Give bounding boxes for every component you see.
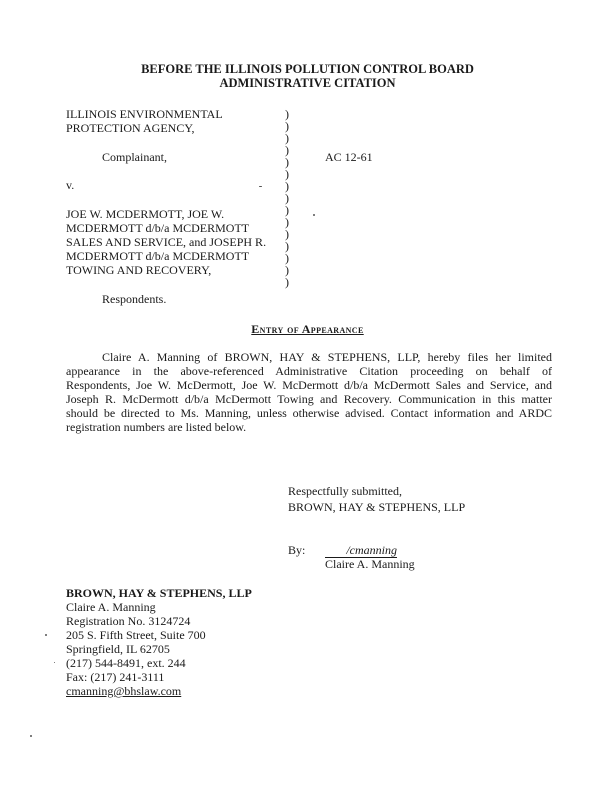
signature-line: /cmanning (325, 543, 397, 558)
caption-paren: ) (285, 131, 289, 145)
signature-firm: BROWN, HAY & STEPHENS, LLP (288, 500, 466, 514)
closing: Respectfully submitted, (288, 484, 402, 498)
by-label: By: (288, 543, 306, 557)
heading-citation: ADMINISTRATIVE CITATION (219, 76, 396, 90)
caption-paren: ) (285, 215, 289, 229)
body-line: appearance in the above-referenced Administrative Citation proceeding on behalf of (66, 364, 552, 378)
complainant-name-line2: PROTECTION AGENCY, (66, 121, 195, 135)
caption-paren: ) (285, 155, 289, 169)
scan-speck (313, 214, 315, 216)
case-number: AC 12-61 (325, 150, 373, 164)
caption-paren: ) (285, 119, 289, 133)
respondents-label: Respondents. (102, 292, 167, 306)
caption-paren: ) (285, 227, 289, 241)
complainant-label: Complainant, (102, 150, 167, 164)
body-line: Joseph R. McDermott d/b/a McDermott Towing and Recovery. Communication in this matter (66, 392, 552, 406)
respondent-line: MCDERMOTT d/b/a MCDERMOTT (66, 221, 250, 235)
caption-paren: ) (285, 263, 289, 277)
scan-speck (54, 662, 55, 663)
contact-email-link[interactable]: cmanning@bhslaw.com (66, 684, 182, 698)
body-line: Respondents, Joe W. McDermott, Joe W. McDermott d/b/a McDermott Sales and Service, and (66, 378, 552, 392)
contact-phone: (217) 544-8491, ext. 244 (66, 656, 186, 670)
versus-label: v. (66, 178, 75, 192)
scan-speck (30, 735, 32, 737)
respondent-line: MCDERMOTT d/b/a MCDERMOTT (66, 249, 250, 263)
contact-firm: BROWN, HAY & STEPHENS, LLP (66, 586, 252, 600)
contact-street: 205 S. Fifth Street, Suite 700 (66, 628, 206, 642)
contact-city: Springfield, IL 62705 (66, 642, 170, 656)
scan-speck (45, 634, 47, 636)
caption-paren: ) (285, 251, 289, 265)
body-line: should be directed to Ms. Manning, unless otherwise advised. Contact information and ARDC (66, 406, 552, 420)
caption-paren: ) (285, 275, 289, 289)
document-title: Entry of Appearance (251, 322, 364, 336)
caption-paren: ) (285, 239, 289, 253)
signer-name: Claire A. Manning (325, 557, 415, 571)
caption-paren: ) (285, 191, 289, 205)
heading-board: BEFORE THE ILLINOIS POLLUTION CONTROL BOARD (141, 62, 474, 76)
contact-fax: Fax: (217) 241-3111 (66, 670, 165, 684)
complainant-name-line1: ILLINOIS ENVIRONMENTAL (66, 107, 223, 121)
caption-paren: ) (285, 167, 289, 181)
caption-paren: ) (285, 179, 289, 193)
scan-speck (259, 186, 262, 187)
body-line: Claire A. Manning of BROWN, HAY & STEPHENS, LLP, hereby files her limited (102, 350, 552, 364)
caption-paren: ) (285, 107, 289, 121)
body-line: registration numbers are listed below. (66, 420, 247, 434)
caption-paren: ) (285, 203, 289, 217)
respondent-line: JOE W. MCDERMOTT, JOE W. (66, 207, 225, 221)
contact-name: Claire A. Manning (66, 600, 156, 614)
contact-registration: Registration No. 3124724 (66, 614, 191, 628)
caption-paren: ) (285, 143, 289, 157)
respondent-line: SALES AND SERVICE, and JOSEPH R. (66, 235, 267, 249)
respondent-line: TOWING AND RECOVERY, (66, 263, 212, 277)
